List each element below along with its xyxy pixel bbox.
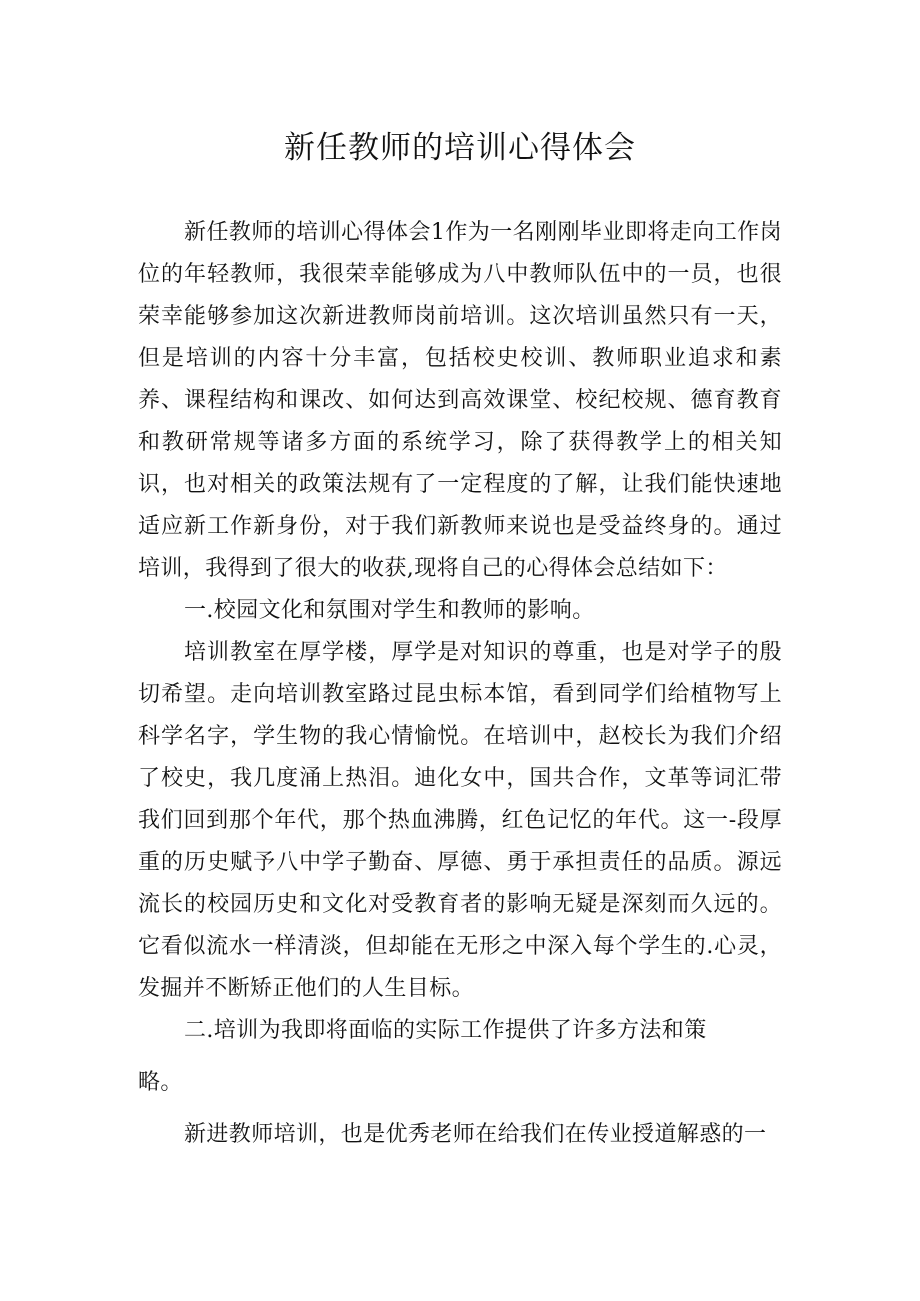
paragraph-training: 新进教师培训，也是优秀老师在给我们在传业授道解惑的一 bbox=[184, 1122, 767, 1147]
section-heading-2-continued: 略。 bbox=[138, 1070, 183, 1095]
spacer bbox=[138, 1052, 782, 1062]
paragraph-campus-culture: 培训教室在厚学楼，厚学是对知识的尊重，也是对学子的殷切希望。走向培训教室路过昆虫标本馆，看到同学们给植物写上科学名字，学生物的我心情愉悦。在培训中，赵校长为我们介绍了校史，我几度涌上热泪。迪化女中，国共合作，文革等词汇带我们回到那个年代，那个热血沸腾，红色记忆的年代。这一-段厚重的历史赋予八中学子勤奋、厚德、勇于承担责任的品质。源远流长的校园历史和文化对受教育者的影响无疑是深刻而久远的。它看似流水一样清淡，但却能在无形之中深入每个学生的.心灵，发掘并不断矫正他们的人生目标。 bbox=[138, 640, 782, 1001]
paragraph-intro: 新任教师的培训心得体会1作为一名刚刚毕业即将走向工作岗位的年轻教师，我很荣幸能够成为八中教师队伍中的一员，也很荣幸能够参加这次新进教师岗前培训。这次培训虽然只有一天，但是培训的内容十分丰富，包括校史校训、教师职业追求和素养、课程结构和课改、如何达到高效课堂、校纪校规、德育教育和教研常规等诸多方面的系统学习，除了获得教学上的相关知识，也对相关的政策法规有了一定程度的了解，让我们能快速地适应新工作新身份，对于我们新教师来说也是受益终身的。通过培训，我得到了很大的收获,现将自己的心得体会总结如下： bbox=[138, 220, 782, 581]
spacer bbox=[138, 1104, 782, 1114]
document-body bbox=[138, 212, 782, 1156]
section-heading-2: 二.培训为我即将面临的实际工作提供了许多方法和策 bbox=[184, 1018, 707, 1043]
document-title: 新任教师的培训心得体会 bbox=[284, 130, 636, 166]
section-heading-1: 一.校园文化和氛围对学生和教师的影响。 bbox=[184, 598, 595, 623]
